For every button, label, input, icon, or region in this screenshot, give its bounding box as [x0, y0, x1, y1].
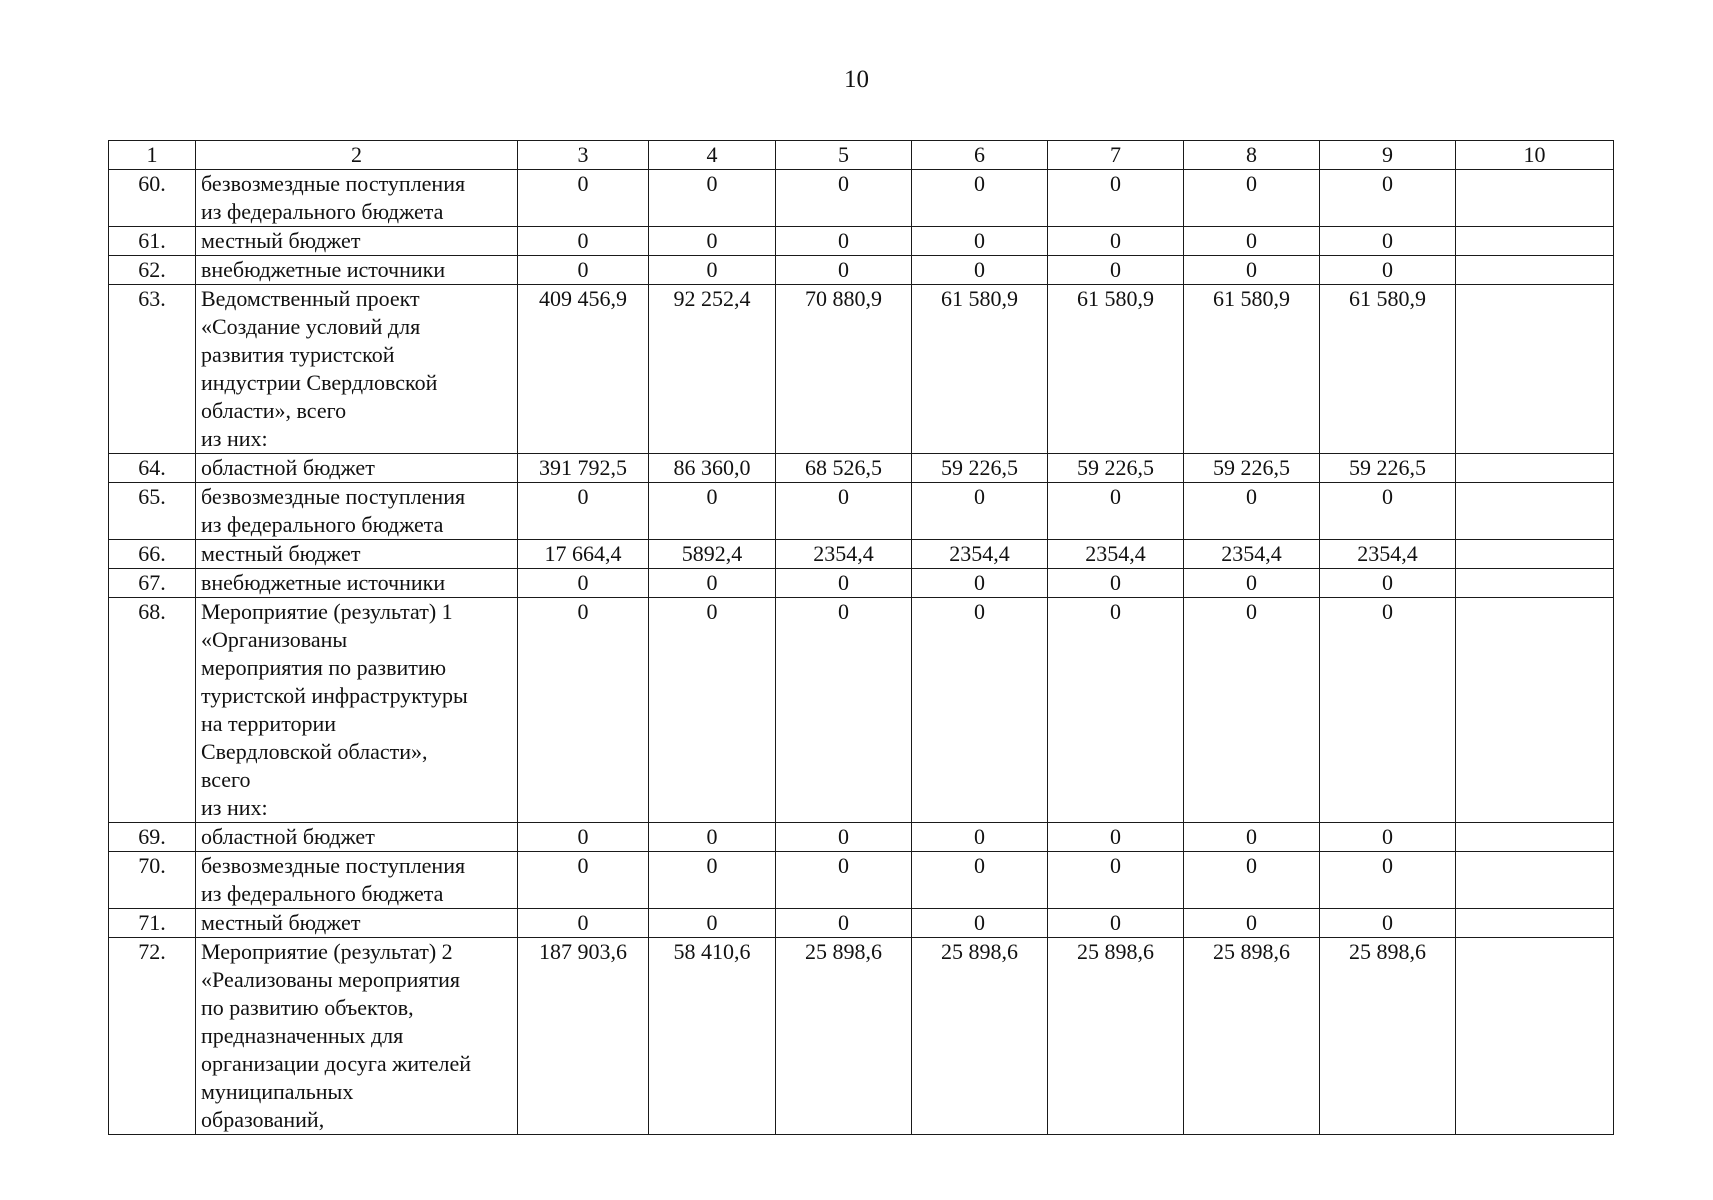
description-line: из них: — [201, 795, 268, 820]
description-line: из федерального бюджета — [201, 512, 444, 537]
value-cell: 0 — [1320, 823, 1456, 852]
row-number: 71. — [109, 909, 196, 938]
row-description — [196, 823, 518, 852]
description-line: туристской инфраструктуры — [201, 683, 468, 708]
description-line: Мероприятие (результат) 2 — [201, 939, 453, 964]
value-cell — [1456, 454, 1614, 483]
value-cell: 0 — [518, 170, 649, 227]
table-row — [109, 909, 1614, 938]
value-cell: 0 — [776, 823, 912, 852]
description-line: на территории — [201, 711, 337, 736]
value-cell: 5892,4 — [649, 540, 776, 569]
table-row — [109, 454, 1614, 483]
description-line: области», всего — [201, 398, 347, 423]
value-cell: 0 — [1048, 227, 1184, 256]
row-description — [196, 852, 518, 909]
value-cell — [1456, 483, 1614, 540]
value-cell: 58 410,6 — [649, 938, 776, 1135]
description-line: безвозмездные поступления — [201, 484, 466, 509]
row-number: 63. — [109, 285, 196, 454]
value-cell: 0 — [649, 852, 776, 909]
description-line: организации досуга жителей — [201, 1051, 471, 1076]
value-cell: 0 — [1320, 227, 1456, 256]
value-cell: 0 — [1048, 256, 1184, 285]
header-cell: 4 — [649, 141, 776, 170]
header-cell: 8 — [1184, 141, 1320, 170]
row-number: 72. — [109, 938, 196, 1135]
description-line: индустрии Свердловской — [201, 370, 438, 395]
description-line: безвозмездные поступления — [201, 171, 466, 196]
value-cell: 2354,4 — [776, 540, 912, 569]
value-cell: 70 880,9 — [776, 285, 912, 454]
description-line: из федерального бюджета — [201, 881, 444, 906]
value-cell: 2354,4 — [1048, 540, 1184, 569]
description-line: «Реализованы мероприятия — [201, 967, 461, 992]
value-cell: 0 — [1184, 227, 1320, 256]
value-cell: 0 — [776, 170, 912, 227]
header-cell: 3 — [518, 141, 649, 170]
description-line: местный бюджет — [201, 910, 361, 935]
value-cell: 0 — [776, 483, 912, 540]
value-cell: 0 — [1320, 483, 1456, 540]
value-cell — [1456, 256, 1614, 285]
row-number: 60. — [109, 170, 196, 227]
value-cell — [1456, 938, 1614, 1135]
value-cell: 61 580,9 — [912, 285, 1048, 454]
value-cell: 0 — [1184, 598, 1320, 823]
row-description — [196, 454, 518, 483]
value-cell: 25 898,6 — [1184, 938, 1320, 1135]
description-line: развития туристской — [201, 342, 395, 367]
table-row — [109, 938, 1614, 1135]
value-cell: 0 — [1048, 823, 1184, 852]
value-cell: 0 — [649, 256, 776, 285]
value-cell: 59 226,5 — [1320, 454, 1456, 483]
value-cell: 0 — [912, 569, 1048, 598]
value-cell: 2354,4 — [912, 540, 1048, 569]
description-line: «Организованы — [201, 627, 348, 652]
table-row — [109, 483, 1614, 540]
value-cell: 0 — [776, 256, 912, 285]
value-cell: 17 664,4 — [518, 540, 649, 569]
value-cell — [1456, 540, 1614, 569]
description-line: внебюджетные источники — [201, 570, 446, 595]
value-cell: 25 898,6 — [1048, 938, 1184, 1135]
value-cell: 0 — [518, 483, 649, 540]
value-cell: 0 — [912, 909, 1048, 938]
budget-table — [108, 140, 1614, 1135]
table-row — [109, 598, 1614, 823]
value-cell: 0 — [912, 170, 1048, 227]
value-cell — [1456, 227, 1614, 256]
description-line: областной бюджет — [201, 455, 375, 480]
value-cell: 0 — [1184, 170, 1320, 227]
table-row — [109, 256, 1614, 285]
description-line: местный бюджет — [201, 541, 361, 566]
value-cell: 0 — [912, 483, 1048, 540]
value-cell: 92 252,4 — [649, 285, 776, 454]
value-cell: 0 — [776, 909, 912, 938]
value-cell: 0 — [518, 227, 649, 256]
value-cell: 391 792,5 — [518, 454, 649, 483]
header-cell: 5 — [776, 141, 912, 170]
description-line: Мероприятие (результат) 1 — [201, 599, 453, 624]
description-line: образований, — [201, 1107, 325, 1132]
value-cell — [1456, 598, 1614, 823]
value-cell: 0 — [1320, 170, 1456, 227]
value-cell: 61 580,9 — [1048, 285, 1184, 454]
table-row — [109, 170, 1614, 227]
value-cell: 25 898,6 — [912, 938, 1048, 1135]
row-description — [196, 938, 518, 1135]
value-cell: 0 — [1320, 598, 1456, 823]
value-cell: 25 898,6 — [776, 938, 912, 1135]
table-row — [109, 227, 1614, 256]
table-row — [109, 852, 1614, 909]
row-description — [196, 598, 518, 823]
table-header-row — [109, 141, 1614, 170]
value-cell: 0 — [518, 598, 649, 823]
description-line: мероприятия по развитию — [201, 655, 447, 680]
row-number: 65. — [109, 483, 196, 540]
description-line: «Создание условий для — [201, 314, 421, 339]
description-line: муниципальных — [201, 1079, 354, 1104]
header-cell: 2 — [196, 141, 518, 170]
description-line: из федерального бюджета — [201, 199, 444, 224]
value-cell: 0 — [649, 909, 776, 938]
value-cell: 0 — [776, 227, 912, 256]
row-number: 70. — [109, 852, 196, 909]
value-cell: 59 226,5 — [1048, 454, 1184, 483]
table-row — [109, 540, 1614, 569]
value-cell: 0 — [1048, 852, 1184, 909]
value-cell: 0 — [912, 852, 1048, 909]
value-cell: 0 — [1048, 170, 1184, 227]
row-number: 64. — [109, 454, 196, 483]
value-cell: 25 898,6 — [1320, 938, 1456, 1135]
value-cell: 0 — [518, 569, 649, 598]
table-row — [109, 823, 1614, 852]
row-number: 62. — [109, 256, 196, 285]
description-line: по развитию объектов, — [201, 995, 414, 1020]
value-cell: 0 — [1184, 256, 1320, 285]
value-cell: 187 903,6 — [518, 938, 649, 1135]
value-cell: 0 — [518, 823, 649, 852]
header-cell: 7 — [1048, 141, 1184, 170]
value-cell — [1456, 285, 1614, 454]
description-line: из них: — [201, 426, 268, 451]
description-line: всего — [201, 767, 251, 792]
value-cell: 0 — [1184, 569, 1320, 598]
value-cell — [1456, 569, 1614, 598]
value-cell: 61 580,9 — [1184, 285, 1320, 454]
row-number: 67. — [109, 569, 196, 598]
value-cell: 0 — [1184, 483, 1320, 540]
value-cell: 2354,4 — [1184, 540, 1320, 569]
value-cell: 0 — [1320, 569, 1456, 598]
header-cell: 1 — [109, 141, 196, 170]
page-number: 10 — [844, 66, 869, 93]
value-cell: 0 — [1320, 256, 1456, 285]
value-cell: 61 580,9 — [1320, 285, 1456, 454]
header-cell: 6 — [912, 141, 1048, 170]
table-row — [109, 569, 1614, 598]
value-cell: 86 360,0 — [649, 454, 776, 483]
row-description — [196, 256, 518, 285]
value-cell: 0 — [649, 170, 776, 227]
description-line: местный бюджет — [201, 228, 361, 253]
row-description — [196, 569, 518, 598]
value-cell — [1456, 909, 1614, 938]
value-cell: 0 — [1048, 483, 1184, 540]
value-cell: 0 — [1184, 909, 1320, 938]
table-row — [109, 285, 1614, 454]
value-cell: 0 — [1184, 852, 1320, 909]
row-number: 69. — [109, 823, 196, 852]
value-cell: 0 — [1048, 598, 1184, 823]
row-description — [196, 227, 518, 256]
row-description — [196, 170, 518, 227]
description-line: областной бюджет — [201, 824, 375, 849]
value-cell: 0 — [912, 598, 1048, 823]
value-cell — [1456, 823, 1614, 852]
row-description — [196, 285, 518, 454]
value-cell: 0 — [1048, 569, 1184, 598]
value-cell: 59 226,5 — [912, 454, 1048, 483]
value-cell: 0 — [1320, 852, 1456, 909]
row-description — [196, 540, 518, 569]
row-number: 61. — [109, 227, 196, 256]
value-cell: 59 226,5 — [1184, 454, 1320, 483]
description-line: предназначенных для — [201, 1023, 404, 1048]
value-cell: 0 — [649, 823, 776, 852]
value-cell: 2354,4 — [1320, 540, 1456, 569]
value-cell: 0 — [649, 483, 776, 540]
value-cell: 0 — [912, 227, 1048, 256]
value-cell — [1456, 852, 1614, 909]
header-cell: 10 — [1456, 141, 1614, 170]
row-description — [196, 909, 518, 938]
value-cell: 0 — [776, 852, 912, 909]
description-line: Свердловской области», — [201, 739, 428, 764]
description-line: безвозмездные поступления — [201, 853, 466, 878]
value-cell: 0 — [649, 227, 776, 256]
description-line: внебюджетные источники — [201, 257, 446, 282]
value-cell: 0 — [1048, 909, 1184, 938]
value-cell: 0 — [649, 569, 776, 598]
value-cell: 0 — [518, 852, 649, 909]
row-description — [196, 483, 518, 540]
value-cell: 68 526,5 — [776, 454, 912, 483]
header-cell: 9 — [1320, 141, 1456, 170]
value-cell: 0 — [649, 598, 776, 823]
value-cell: 0 — [1184, 823, 1320, 852]
description-line: Ведомственный проект — [201, 286, 420, 311]
value-cell: 0 — [776, 598, 912, 823]
row-number: 66. — [109, 540, 196, 569]
value-cell — [1456, 170, 1614, 227]
value-cell: 0 — [912, 256, 1048, 285]
value-cell: 0 — [518, 256, 649, 285]
value-cell: 0 — [776, 569, 912, 598]
value-cell: 409 456,9 — [518, 285, 649, 454]
value-cell: 0 — [1320, 909, 1456, 938]
row-number: 68. — [109, 598, 196, 823]
value-cell: 0 — [912, 823, 1048, 852]
value-cell: 0 — [518, 909, 649, 938]
